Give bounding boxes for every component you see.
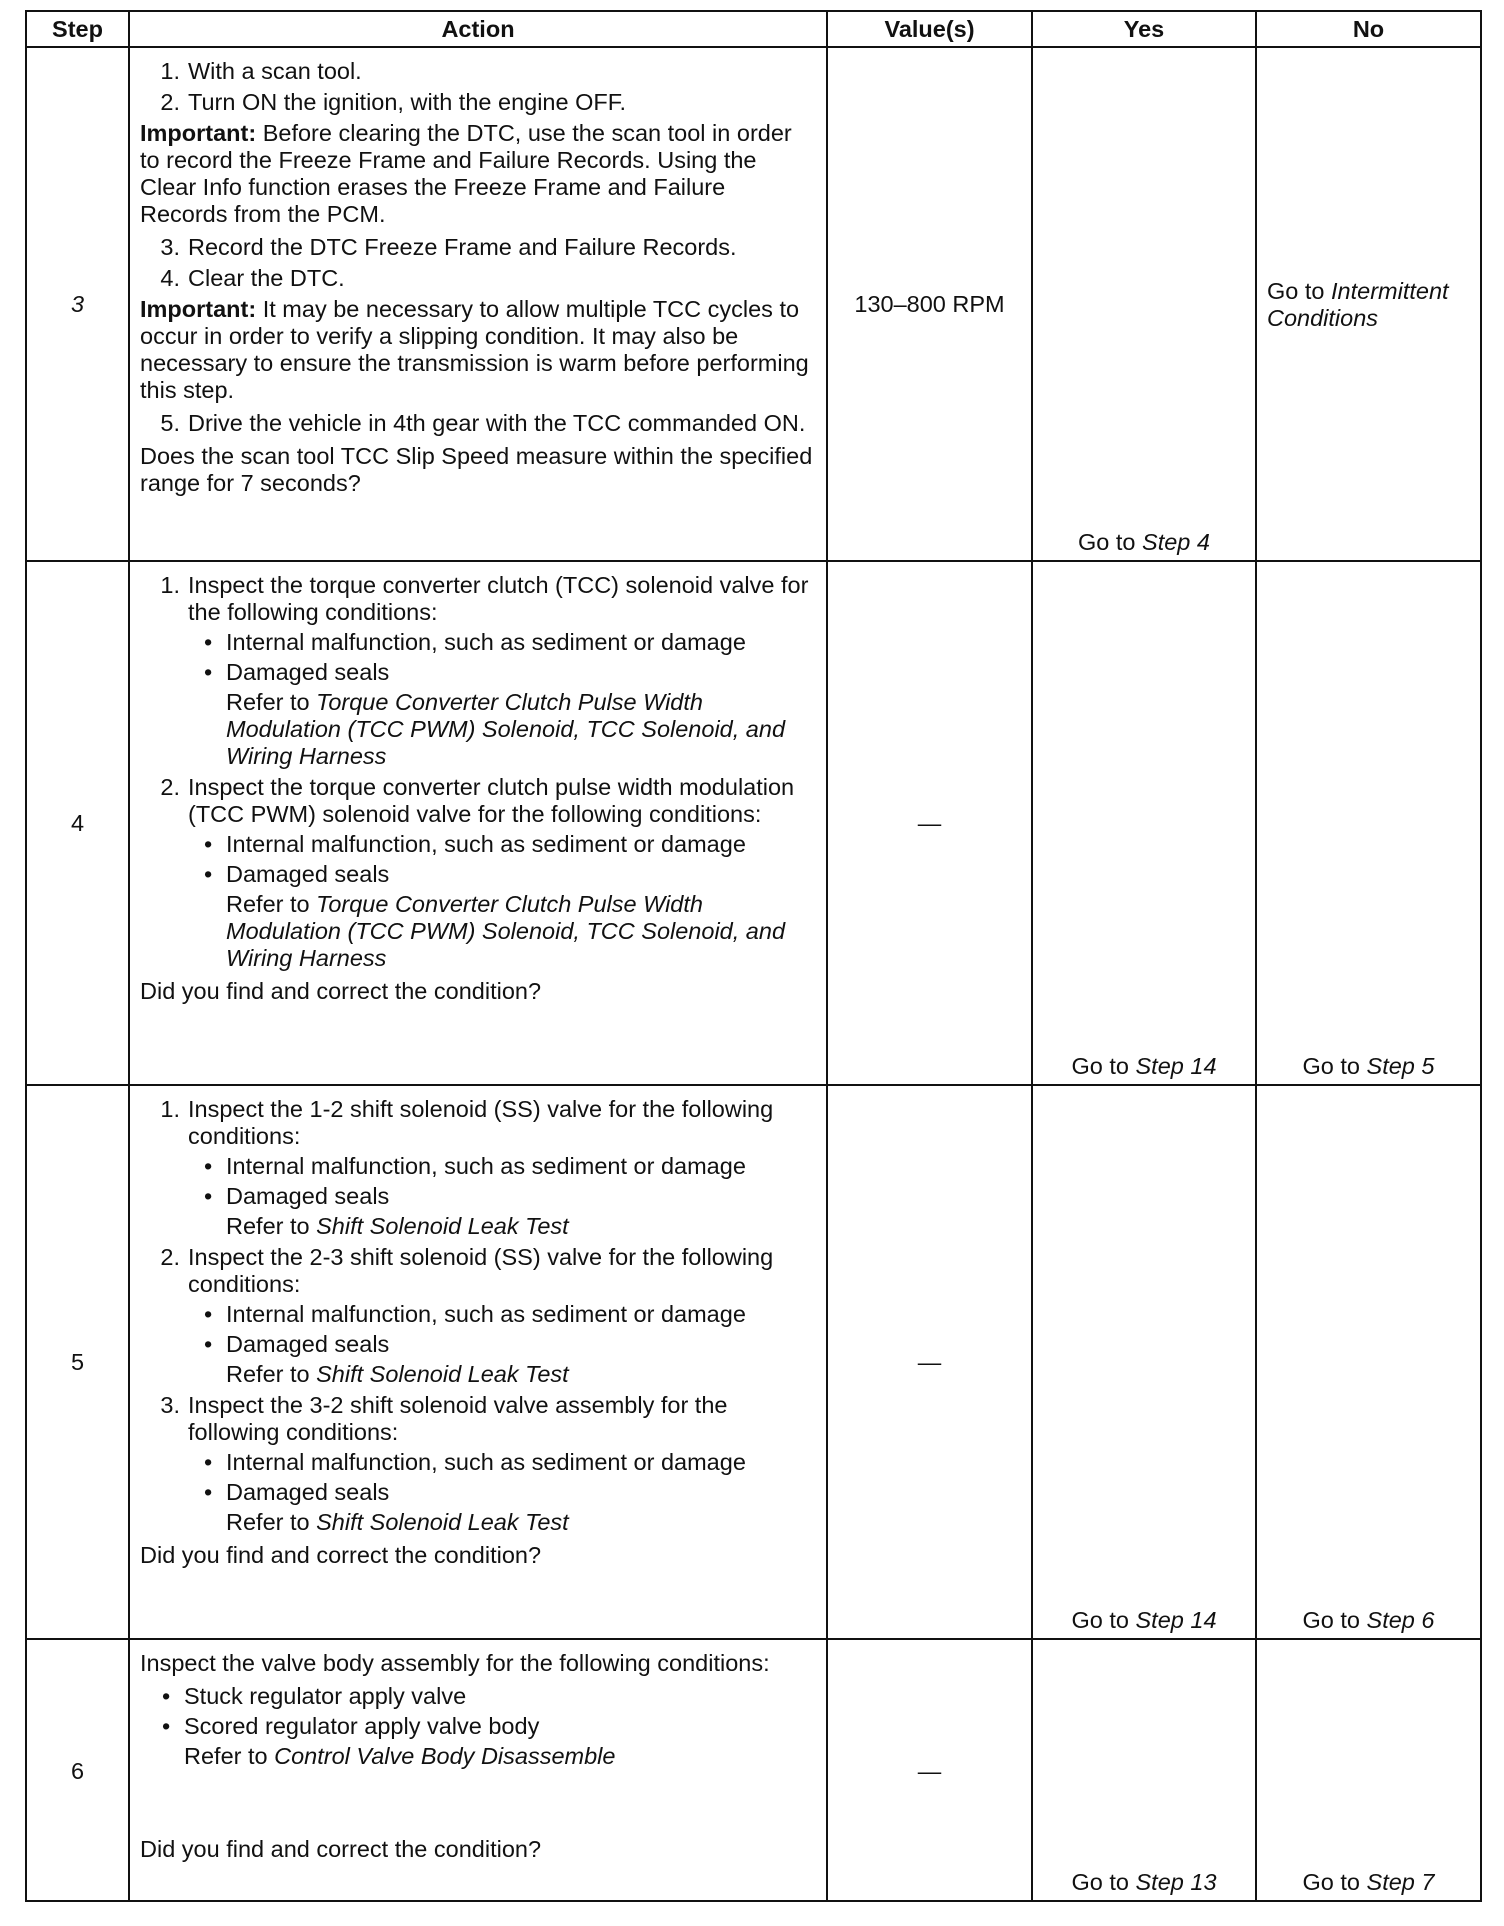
yes-cell <box>1032 1639 1256 1901</box>
yes-link[interactable]: Step 13 <box>1135 1869 1217 1895</box>
bullet-text: Internal malfunction, such as sediment or damage <box>226 628 746 655</box>
item-number: 1. <box>160 571 180 598</box>
header-yes: Yes <box>1032 11 1256 47</box>
intro-text: Inspect the valve body assembly for the following conditions: <box>140 1650 770 1676</box>
question: Did you find and correct the condition? <box>140 1836 542 1862</box>
item-text: Turn ON the ignition, with the engine OFF. <box>188 89 627 115</box>
no-link[interactable]: Step 5 <box>1366 1052 1435 1079</box>
header-values: Value(s) <box>827 11 1032 47</box>
list-item <box>140 58 816 85</box>
item-text: Inspect the 1-2 shift solenoid (SS) valve for the following conditions: <box>188 1095 774 1149</box>
item-text: Inspect the torque converter clutch (TCC) solenoid valve for the following conditions: <box>188 571 809 625</box>
yes-cell <box>1032 1085 1256 1639</box>
ref-link[interactable]: Shift Solenoid Leak Test <box>316 1212 569 1239</box>
yes-link[interactable]: Step 4 <box>1142 528 1210 555</box>
question: Did you find and correct the condition? <box>140 977 542 1004</box>
question: Did you find and correct the condition? <box>140 1541 542 1568</box>
ref-link[interactable]: Control Valve Body Disassemble <box>274 1743 616 1769</box>
yes-link[interactable]: Step 14 <box>1135 1607 1217 1633</box>
list-item <box>140 410 816 437</box>
ref-prefix: Refer to <box>184 1743 275 1769</box>
table-row-step-5 <box>26 1085 1481 1639</box>
list-item <box>140 1096 816 1150</box>
table-row-step-4 <box>26 561 1481 1085</box>
value-cell: 130–800 RPM <box>827 47 1032 561</box>
bullet-item <box>204 1301 816 1328</box>
yes-prefix: Go to <box>1071 1052 1136 1079</box>
bullet-text: Damaged seals <box>226 1182 390 1209</box>
bullet-item <box>204 1449 816 1476</box>
spacer <box>140 1774 816 1830</box>
bullet-text: Damaged seals <box>226 1478 390 1505</box>
bullet-dot: • <box>204 830 213 857</box>
item-text: Inspect the 3-2 shift solenoid valve assembly for the following conditions: <box>188 1391 728 1445</box>
list-item <box>140 1244 816 1298</box>
reference <box>226 689 816 770</box>
ref-prefix: Refer to <box>226 1212 317 1239</box>
bullet-dot: • <box>204 860 213 887</box>
ref-link[interactable]: Torque Converter Clutch Pulse Width Modulation (TCC PWM) Solenoid, TCC Solenoid, and Wiring Harness <box>226 890 786 971</box>
bullet-text: Scored regulator apply valve body <box>184 1713 540 1739</box>
bullet-item <box>204 659 816 686</box>
reference <box>184 1743 816 1770</box>
bullet-dot: • <box>204 658 213 685</box>
header-step: Step <box>26 11 129 47</box>
bullet-text: Damaged seals <box>226 1330 390 1357</box>
bullet-dot: • <box>204 1182 213 1209</box>
list-item <box>140 265 816 292</box>
no-link[interactable]: Step 7 <box>1366 1869 1435 1895</box>
action-cell <box>129 1639 827 1901</box>
bullet-item <box>204 831 816 858</box>
reference <box>226 1213 816 1240</box>
important-text: It may be necessary to allow multiple TCC cycles to occur in order to verify a slipping condition. It may also be necessary to ensure the transmission is warm before performing this step. <box>140 296 809 403</box>
important-label: Important: <box>140 120 257 146</box>
no-cell <box>1256 1085 1481 1639</box>
bullet-item <box>204 861 816 888</box>
item-text: With a scan tool. <box>188 58 362 84</box>
no-cell <box>1256 1639 1481 1901</box>
bullet-item <box>204 1183 816 1210</box>
no-link[interactable]: Intermittent Conditions <box>1267 277 1449 331</box>
bullet-dot: • <box>162 1713 171 1739</box>
bullet-text: Damaged seals <box>226 860 390 887</box>
important-note <box>140 120 816 228</box>
table-row-step-3 <box>26 47 1481 561</box>
no-prefix: Go to <box>1302 1869 1367 1895</box>
no-prefix: Go to <box>1267 277 1332 304</box>
diagnostic-table <box>25 10 1482 1902</box>
bullet-item <box>204 1479 816 1506</box>
step-number: 4 <box>26 561 129 1085</box>
action-cell <box>129 47 827 561</box>
ref-link[interactable]: Shift Solenoid Leak Test <box>316 1360 569 1387</box>
list-item <box>140 572 816 626</box>
item-number: 1. <box>160 58 180 84</box>
list-item <box>140 234 816 261</box>
list-item <box>140 1392 816 1446</box>
header-action: Action <box>129 11 827 47</box>
value-cell: — <box>827 561 1032 1085</box>
no-prefix: Go to <box>1302 1607 1367 1633</box>
bullet-text: Internal malfunction, such as sediment or damage <box>226 1152 746 1179</box>
bullet-text: Damaged seals <box>226 658 390 685</box>
value-cell: — <box>827 1085 1032 1639</box>
bullet-dot: • <box>204 1478 213 1505</box>
item-text: Drive the vehicle in 4th gear with the TCC commanded ON. <box>188 410 806 436</box>
item-number: 3. <box>160 234 180 260</box>
important-label: Important: <box>140 296 257 322</box>
bullet-dot: • <box>204 1330 213 1357</box>
no-cell <box>1256 561 1481 1085</box>
reference <box>226 1361 816 1388</box>
yes-cell <box>1032 47 1256 561</box>
reference <box>226 1509 816 1536</box>
important-text: Before clearing the DTC, use the scan tool in order to record the Freeze Frame and Failure Records. Using the Clear Info function erases the Freeze Frame and Failure Records from the PCM. <box>140 120 792 227</box>
yes-link[interactable]: Step 14 <box>1135 1052 1217 1079</box>
table-header-row <box>26 11 1481 47</box>
item-number: 1. <box>160 1095 180 1122</box>
bullet-dot: • <box>204 1300 213 1327</box>
bullet-text: Internal malfunction, such as sediment or damage <box>226 1300 746 1327</box>
item-number: 2. <box>160 1243 180 1270</box>
item-number: 2. <box>160 89 180 115</box>
step-number: 6 <box>26 1639 129 1901</box>
yes-prefix: Go to <box>1071 1607 1136 1633</box>
yes-prefix: Go to <box>1078 528 1143 555</box>
step-number: 5 <box>26 1085 129 1639</box>
list-item <box>140 89 816 116</box>
reference <box>226 891 816 972</box>
item-text: Record the DTC Freeze Frame and Failure Records. <box>188 234 737 260</box>
ref-prefix: Refer to <box>226 688 317 715</box>
bullet-dot: • <box>204 628 213 655</box>
yes-prefix: Go to <box>1071 1869 1136 1895</box>
important-note <box>140 296 816 404</box>
table-row-step-6 <box>26 1639 1481 1901</box>
ref-link[interactable]: Shift Solenoid Leak Test <box>316 1508 569 1535</box>
bullet-dot: • <box>204 1152 213 1179</box>
step-number: 3 <box>26 47 129 561</box>
list-item <box>140 774 816 828</box>
ref-prefix: Refer to <box>226 890 317 917</box>
item-number: 3. <box>160 1391 180 1418</box>
action-cell <box>129 561 827 1085</box>
item-number: 4. <box>160 265 180 291</box>
ref-link[interactable]: Torque Converter Clutch Pulse Width Modulation (TCC PWM) Solenoid, TCC Solenoid, and Wiring Harness <box>226 688 786 769</box>
ref-prefix: Refer to <box>226 1360 317 1387</box>
header-no: No <box>1256 11 1481 47</box>
ref-prefix: Refer to <box>226 1508 317 1535</box>
bullet-text: Internal malfunction, such as sediment or damage <box>226 830 746 857</box>
bullet-dot: • <box>204 1448 213 1475</box>
yes-cell <box>1032 561 1256 1085</box>
item-text: Clear the DTC. <box>188 265 345 291</box>
bullet-item <box>162 1713 816 1740</box>
bullet-item <box>204 1153 816 1180</box>
no-cell <box>1256 47 1481 561</box>
no-link[interactable]: Step 6 <box>1366 1607 1435 1633</box>
item-text: Inspect the torque converter clutch pulse width modulation (TCC PWM) solenoid valve for the following conditions: <box>188 773 795 827</box>
question: Does the scan tool TCC Slip Speed measure within the specified range for 7 seconds? <box>140 443 813 496</box>
action-cell <box>129 1085 827 1639</box>
item-text: Inspect the 2-3 shift solenoid (SS) valve for the following conditions: <box>188 1243 774 1297</box>
bullet-item <box>204 1331 816 1358</box>
bullet-text: Stuck regulator apply valve <box>184 1683 467 1709</box>
bullet-item <box>204 629 816 656</box>
item-number: 2. <box>160 773 180 800</box>
value-cell: — <box>827 1639 1032 1901</box>
item-number: 5. <box>160 410 180 436</box>
bullet-item <box>162 1683 816 1710</box>
no-prefix: Go to <box>1302 1052 1367 1079</box>
bullet-dot: • <box>162 1683 171 1709</box>
bullet-text: Internal malfunction, such as sediment or damage <box>226 1448 746 1475</box>
